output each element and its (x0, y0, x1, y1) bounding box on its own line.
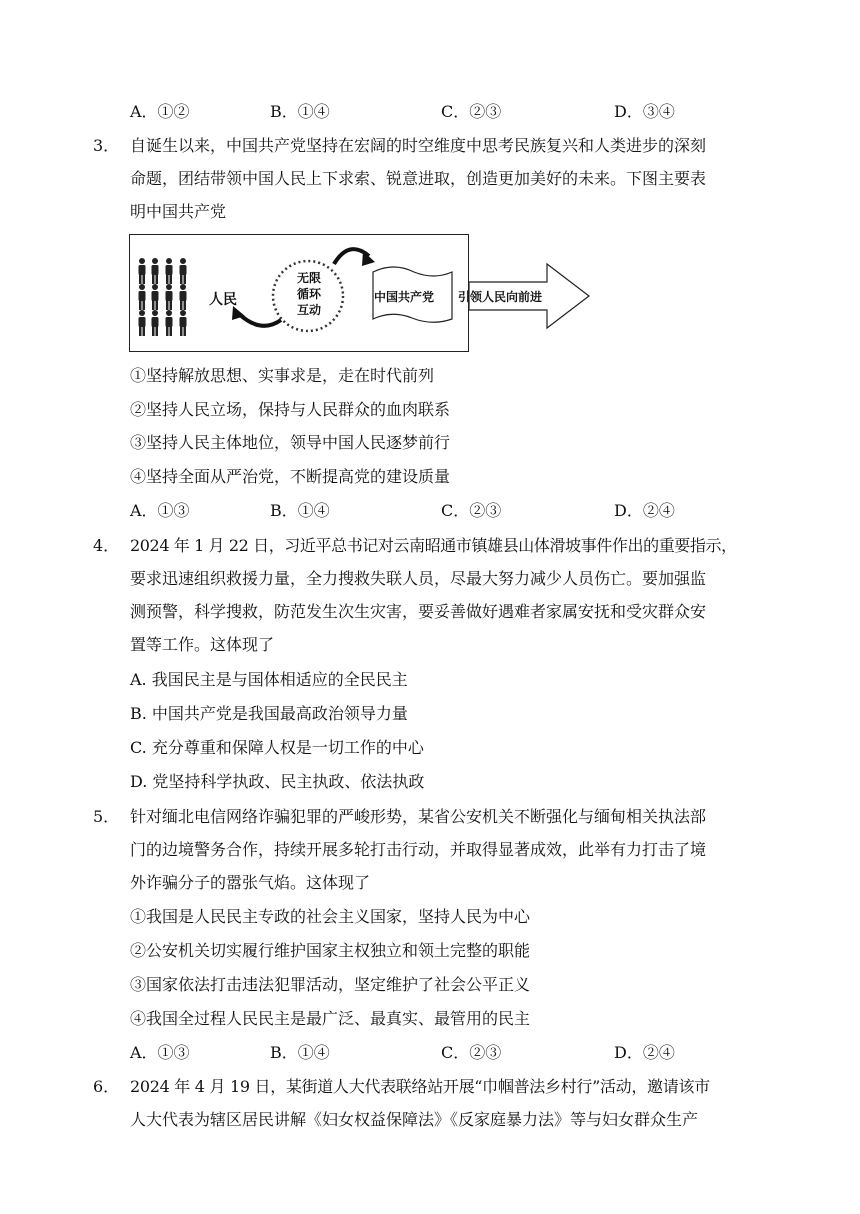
q5-option-c: C．②③ (441, 1043, 502, 1062)
q3-statement: ④坚持全面从严治党，不断提高党的建设质量 (130, 467, 451, 486)
q3-statement: ③坚持人民主体地位，领导中国人民逐梦前行 (130, 433, 451, 452)
q2-option-b: B．①④ (270, 102, 330, 121)
q3-figure (129, 234, 543, 352)
q2-option-a: A．①② (130, 102, 190, 121)
q5-option-b: B．①④ (270, 1043, 330, 1062)
q4-text-line: 2024 年 1 月 22 日，习近平总书记对云南昭通市镇雄县山体滑坡事件作出的重要指示， (130, 536, 737, 555)
party-label: 中国共产党 (374, 290, 435, 304)
q4-text-line: 要求迅速组织救援力量，全力搜救失联人员，尽最大努力减少人员伤亡。要加强监 (130, 569, 707, 588)
q4-number: 4． (93, 536, 120, 555)
q3-number: 3． (93, 136, 120, 155)
q5-number: 5． (93, 807, 120, 826)
q3-option-d: D．②④ (614, 501, 675, 520)
q5-statement: ③国家依法打击违法犯罪活动，坚定维护了社会公平正义 (130, 975, 531, 994)
q4-text-line: 测预警，科学搜救，防范发生次生灾害，要妥善做好遇难者家属安抚和受灾群众安 (130, 602, 707, 621)
q4-choice-c: C. 充分尊重和保障人权是一切工作的中心 (130, 738, 424, 757)
people-label: 人民 (209, 292, 237, 308)
q5-text-line: 针对缅北电信网络诈骗犯罪的严峻形势，某省公安机关不断强化与缅甸相关执法部 (130, 807, 707, 826)
forward-label: 引领人民向前进 (458, 290, 543, 304)
q3-text-line: 明中国共产党 (130, 202, 227, 221)
q5-statement: ②公安机关切实履行维护国家主权独立和领土完整的职能 (130, 941, 531, 960)
q4-choice-b: B. 中国共产党是我国最高政治领导力量 (130, 704, 408, 723)
q3-statement: ①坚持解放思想、实事求是，走在时代前列 (130, 366, 435, 385)
q5-statement: ①我国是人民民主专政的社会主义国家，坚持人民为中心 (130, 907, 531, 926)
q5-option-d: D．②④ (614, 1043, 675, 1062)
q5-option-a: A．①③ (130, 1043, 190, 1062)
q3-option-b: B．①④ (270, 501, 330, 520)
q6-text-line: 2024 年 4 月 19 日，某街道人大代表联络站开展“巾帼普法乡村行”活动，邀请该市 (130, 1077, 710, 1096)
q3-text-line: 命题，团结带领中国人民上下求索、锐意进取，创造更加美好的未来。下图主要表 (130, 169, 707, 188)
q3-text-line: 自诞生以来，中国共产党坚持在宏阔的时空维度中思考民族复兴和人类进步的深刻 (130, 136, 707, 155)
q2-option-d: D．③④ (614, 102, 675, 121)
q4-choice-a: A. 我国民主是与国体相适应的全民民主 (130, 670, 408, 689)
q2-option-c: C．②③ (441, 102, 502, 121)
q3-option-c: C．②③ (441, 501, 502, 520)
q5-text-line: 门的边境警务合作，持续开展多轮打击行动，并取得显著成效，此举有力打击了境 (130, 840, 707, 859)
cycle-label: 无限 循环 互动 (296, 271, 321, 317)
cycle-arrow-left (239, 314, 281, 326)
q3-option-a: A．①③ (130, 501, 190, 520)
q5-statement: ④我国全过程人民民主是最广泛、最真实、最管用的民主 (130, 1009, 531, 1028)
q6-number: 6． (93, 1077, 120, 1096)
q4-choice-d: D. 党坚持科学执政、民主执政、依法执政 (130, 772, 425, 791)
q6-text-line: 人大代表为辖区居民讲解《妇女权益保障法》《反家庭暴力法》等与妇女群众生产 (130, 1110, 699, 1129)
q5-text-line: 外诈骗分子的嚣张气焰。这体现了 (130, 873, 371, 892)
people-icon (138, 258, 186, 336)
q4-text-line: 置等工作。这体现了 (130, 635, 275, 654)
q3-statement: ②坚持人民立场，保持与人民群众的血肉联系 (130, 400, 451, 419)
